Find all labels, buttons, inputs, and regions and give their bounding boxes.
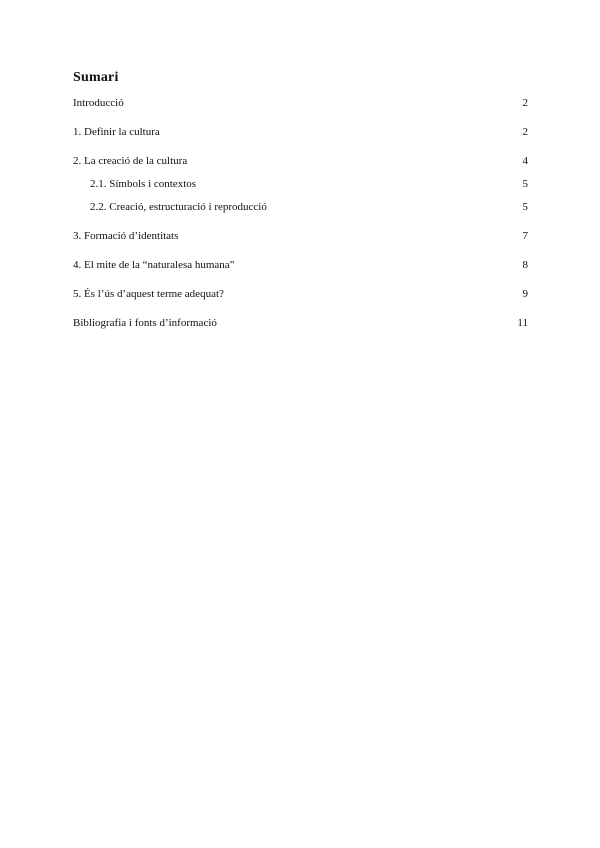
toc-entry-section-1[interactable] [73,125,528,139]
toc-entry-label: 5. És l’ús d’aquest terme adequat? [73,288,224,300]
toc-entry-section-2-2[interactable] [73,200,528,214]
toc-entry-label: 2. La creació de la cultura [73,155,188,167]
toc-entry-label: 1. Definir la cultura [73,126,160,138]
toc-entry-bibliography[interactable] [73,316,528,330]
toc-entry-page: 7 [522,230,528,242]
toc-entry-label: 3. Formació d’identitats [73,230,179,242]
toc-entry-page: 2 [522,97,528,109]
toc-entry-section-2-1[interactable] [73,177,528,191]
toc-entry-section-3[interactable] [73,229,528,243]
toc-entry-page: 5 [522,178,528,190]
toc-entry-page: 8 [522,259,528,271]
table-of-contents [73,96,528,330]
toc-entry-page: 5 [522,201,528,213]
toc-entry-page: 11 [517,317,528,329]
toc-entry-page: 9 [522,288,528,300]
toc-entry-section-2[interactable] [73,154,528,168]
toc-entry-label: Bibliografia i fonts d’informació [73,317,217,329]
toc-entry-section-5[interactable] [73,287,528,301]
toc-entry-label: 4. El mite de la “naturalesa humana” [73,259,235,271]
toc-title: Sumari [73,70,119,85]
toc-entry-label: Introducció [73,97,124,109]
toc-entry-label: 2.2. Creació, estructuració i reproducció [90,201,267,213]
toc-entry-page: 4 [522,155,528,167]
toc-entry-label: 2.1. Símbols i contextos [90,178,197,190]
toc-entry-section-4[interactable] [73,258,528,272]
toc-entry-page: 2 [522,126,528,138]
toc-entry-introduction[interactable] [73,96,528,110]
